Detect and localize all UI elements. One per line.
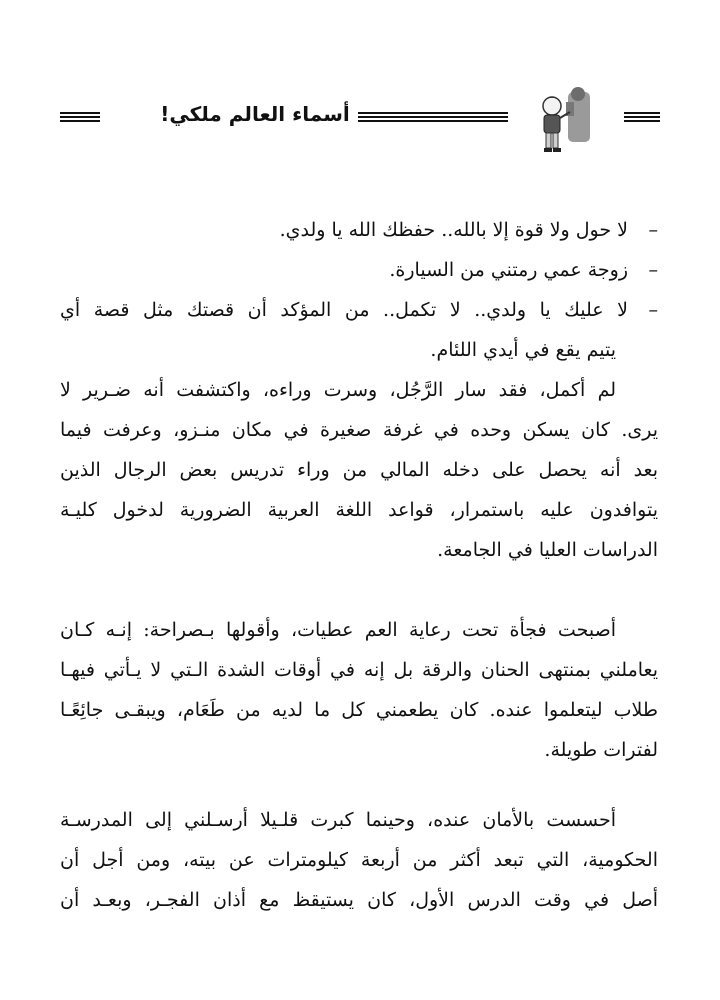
header-rule-middle xyxy=(358,112,508,122)
dialogue-line-4: يتيم يقع في أيدي اللئام. xyxy=(430,339,616,361)
page-title: أسماء العالم ملكي! xyxy=(160,102,350,126)
paragraph-line: أحسست بالأمان عنده، وحينما كبرت قلـيلا أرسـلني إلى المدرسـة xyxy=(60,809,616,831)
paragraph-3 xyxy=(60,800,658,920)
dialogue-line-1 xyxy=(60,210,658,250)
paragraph-line: يعاملني بمنتهى الحنان والرقة بل إنه في أوقات الشدة الـتي لا يـأتي فيهـا xyxy=(60,659,658,681)
dialogue-text: زوجة عمي رمتني من السيارة. xyxy=(389,259,628,281)
boy-and-man-illustration xyxy=(530,86,600,158)
paragraph-line: لفترات طويلة. xyxy=(544,739,658,761)
paragraph-line: يرى. كان يسكن وحده في غرفة صغيرة في مكان منـزو، وعرفت فيما xyxy=(60,419,658,441)
dialogue-line-2 xyxy=(60,250,658,290)
dialogue-dash: – xyxy=(648,259,658,281)
paragraph-2 xyxy=(60,610,658,770)
header-rule-right xyxy=(624,112,660,122)
paragraph-line: الحكومية، التي تبعد أكثر من أربعة كيلومترات عن بيته، ومن أجل أن xyxy=(60,849,658,871)
paragraph-line: بعد أنه يحصل على دخله المالي من وراء تدريس بعض الرجال الذين xyxy=(60,459,658,481)
paragraph-line: لم أكمل، فقد سار الرَّجُل، وسرت وراءه، واكتشفت أنه ضـرير لا xyxy=(60,379,616,401)
dialogue-block xyxy=(60,210,658,370)
paragraph-1 xyxy=(60,370,658,570)
paragraph-line: أصل في وقت الدرس الأول، كان يستيقظ مع أذان الفجـر، وبعـد أن xyxy=(60,889,658,911)
paragraph-line: الدراسات العليا في الجامعة. xyxy=(437,539,658,561)
dialogue-dash: – xyxy=(648,299,658,321)
page-header xyxy=(60,86,660,146)
paragraph-line: أصبحت فجأة تحت رعاية العم عطيات، وأقولها بـصراحة: إنـه كـان xyxy=(60,619,616,641)
dialogue-dash: – xyxy=(648,219,658,241)
paragraph-line: يتوافدون عليه باستمرار، قواعد اللغة العربية الضرورية لدخول كليـة xyxy=(60,499,658,521)
dialogue-line-3 xyxy=(60,290,658,330)
dialogue-text: لا حول ولا قوة إلا بالله.. حفظك الله يا ولدي. xyxy=(279,219,628,241)
paragraph-line: طلاب ليتعلموا عنده. كان يطعمني كل ما لديه من طَعَام، ويبقـى جائِعًـا xyxy=(60,699,658,721)
header-rule-left xyxy=(60,112,100,122)
dialogue-text: لا عليك يا ولدي.. لا تكمل.. من المؤكد أن قصتك مثل قصة أي xyxy=(60,299,628,321)
